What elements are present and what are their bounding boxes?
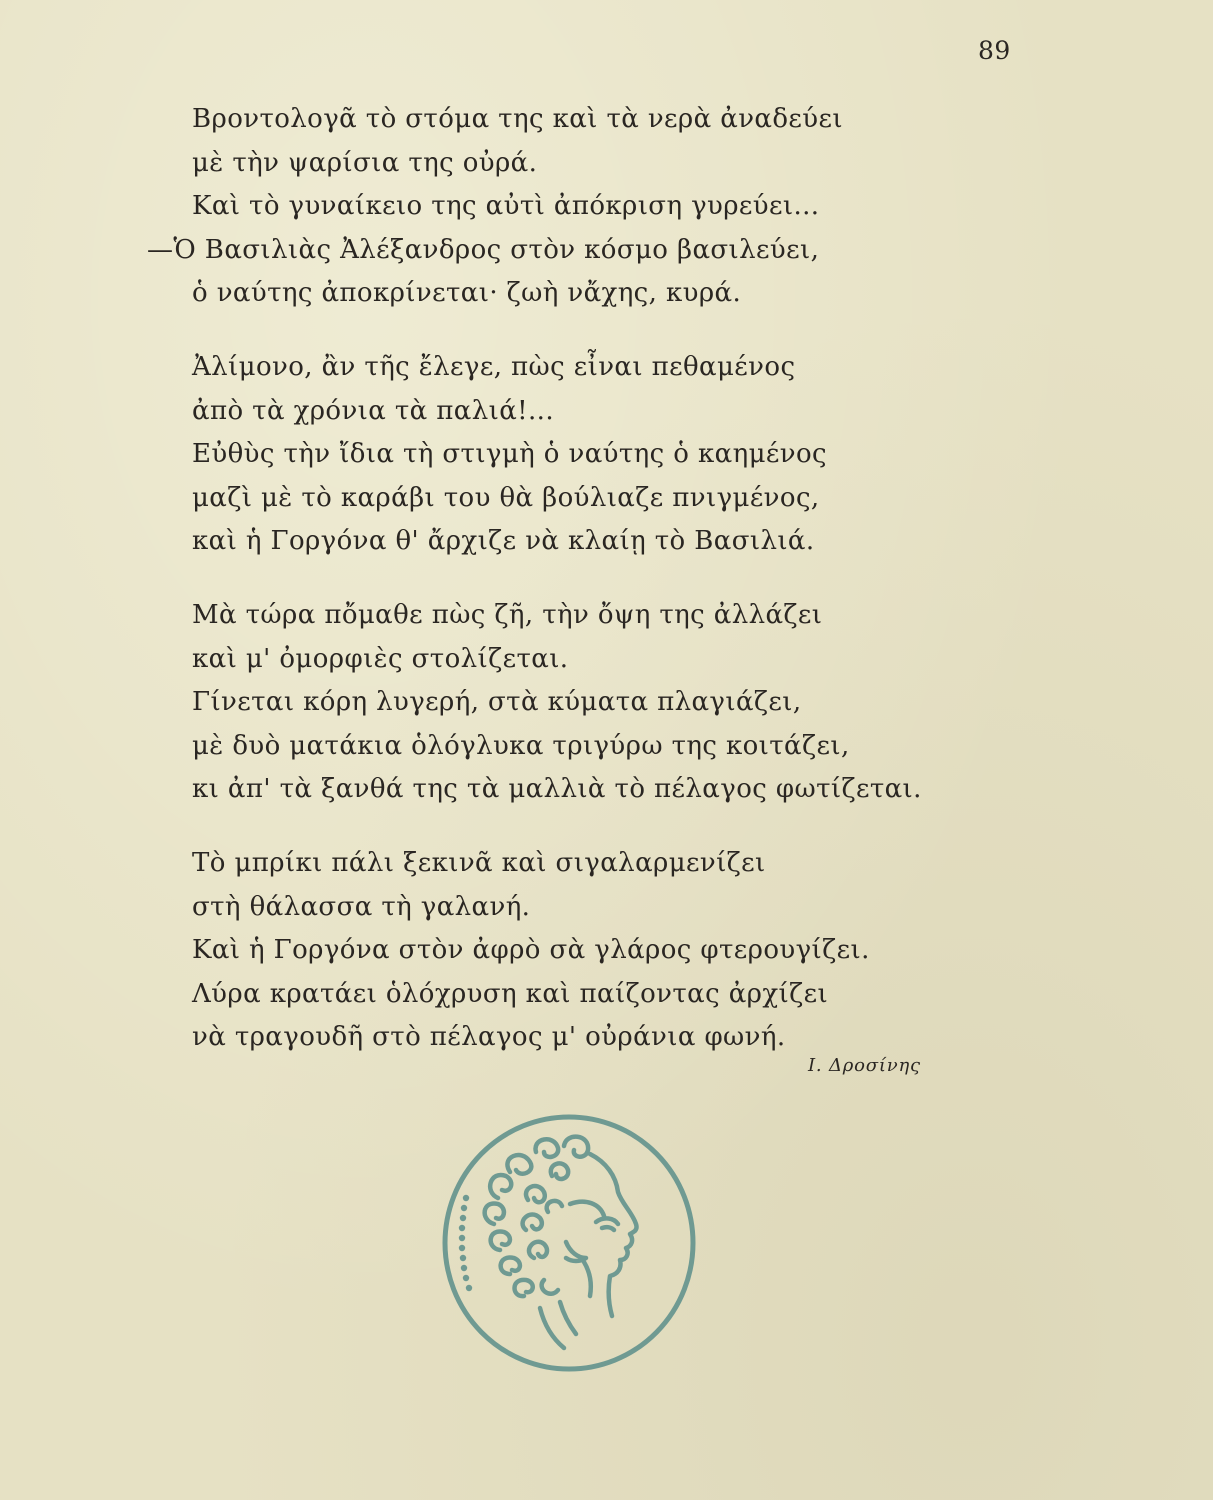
verse-line: Γίνεται κόρη λυγερή, στὰ κύματα πλαγιάζει, <box>192 687 802 718</box>
stanza <box>0 98 1213 316</box>
verse-line: Καὶ ἡ Γοργόνα στὸν ἀφρὸ σὰ γλάρος φτερουγίζει. <box>192 935 870 966</box>
verse-line: ἀπὸ τὰ χρόνια τὰ παλιά!... <box>192 395 555 426</box>
verse-line: Τὸ μπρίκι πάλι ξεκινᾶ καὶ σιγαλαρμενίζει <box>192 847 766 878</box>
coin-rim <box>445 1117 693 1369</box>
verse-line: Καὶ τὸ γυναίκειο της αὐτὶ ἀπόκριση γυρεύει... <box>192 191 820 222</box>
verse-line: Λύρα κρατάει ὁλόχρυση καὶ παίζοντας ἀρχίζει <box>192 978 829 1009</box>
verse-line: Εὐθὺς τὴν ἴδια τὴ στιγμὴ ὁ ναύτης ὁ καημένος <box>192 439 827 470</box>
verse-line: ὁ ναύτης ἀποκρίνεται· ζωὴ νἄχης, κυρά. <box>192 278 742 309</box>
stanza <box>0 346 1213 564</box>
verse-line: μὲ δυὸ ματάκια ὁλόγλυκα τριγύρω της κοιτάζει, <box>192 730 850 761</box>
verse-line: καὶ ἡ Γοργόνα θ' ἄρχιζε νὰ κλαίῃ τὸ Βασιλιά. <box>192 526 815 557</box>
verse-line: μὲ τὴν ψαρίσια της οὐρά. <box>192 147 538 178</box>
verse-line: Ἀλίμονο, ἂν τῆς ἔλεγε, πὼς εἶναι πεθαμένος <box>192 351 796 382</box>
verse-line: Βροντολογᾶ τὸ στόμα της καὶ τὰ νερὰ ἀναδεύει <box>192 104 843 134</box>
verse-line: μαζὶ μὲ τὸ καράβι του θὰ βούλιαζε πνιγμένος, <box>192 482 820 513</box>
verse-line: στὴ θάλασσα τὴ γαλανή. <box>192 891 531 922</box>
verse-line: —Ὁ Βασιλιὰς Ἀλέξανδρος στὸν κόσμο βασιλεύει, <box>147 234 820 265</box>
verse-line: καὶ μ' ὀμορφιὲς στολίζεται. <box>192 643 569 674</box>
author-signature: Ι. Δροσίνης <box>808 1055 921 1076</box>
stanza <box>0 594 1213 812</box>
stanza <box>0 842 1213 1060</box>
page-number: 89 <box>978 36 1011 65</box>
face-profile <box>540 1154 637 1348</box>
verse-line: Μὰ τώρα πὄμαθε πὼς ζῆ, τὴν ὄψη της ἀλλάζει <box>192 599 823 630</box>
hair-curls <box>485 1137 588 1297</box>
poem <box>0 98 1213 1060</box>
verse-line: νὰ τραγουδῆ στὸ πέλαγος μ' οὐράνια φωνή. <box>192 1022 786 1053</box>
verse-line: κι ἀπ' τὰ ξανθά της τὰ μαλλιὰ τὸ πέλαγος φωτίζεται. <box>192 774 922 805</box>
coin-portrait-illustration <box>440 1112 698 1374</box>
coin-beads <box>459 1195 472 1291</box>
